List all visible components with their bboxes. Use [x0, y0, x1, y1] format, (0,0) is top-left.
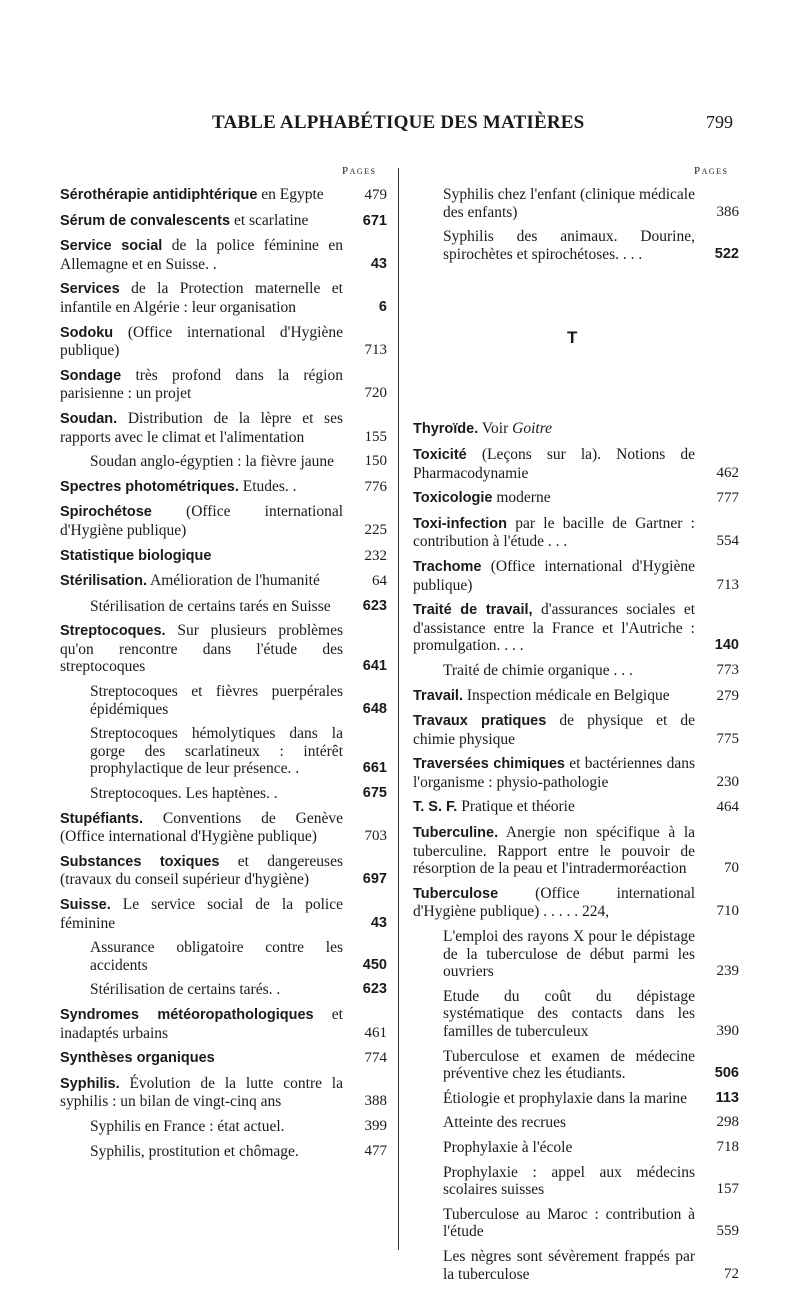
- entry-text: [60, 410, 387, 446]
- entry-text: [60, 981, 387, 999]
- entry-description: Atteinte des recrues: [443, 1114, 567, 1132]
- entry-text: [60, 212, 387, 231]
- index-entry: [413, 515, 739, 551]
- entry-description: Syphilis des animaux. Dourine, spirochètes et spirochétoses. . . .: [443, 228, 695, 263]
- index-entry: [413, 928, 739, 981]
- entry-text: [60, 1075, 387, 1111]
- entry-description: Soudan anglo-égyptien : la fièvre jaune: [90, 453, 335, 471]
- entry-text: [60, 186, 387, 205]
- entry-text: [413, 1090, 739, 1108]
- entry-text: [413, 712, 739, 748]
- entry-description: (Office international d'Hygiène publique): [413, 557, 695, 594]
- entry-page-number: 70: [724, 860, 739, 877]
- index-continuation: [413, 186, 739, 263]
- index-entry: [413, 489, 739, 508]
- entry-text: [413, 687, 739, 706]
- entry-cross-reference: Goitre: [512, 420, 553, 438]
- entry-page-number: 239: [716, 963, 739, 980]
- entry-page-number: 298: [716, 1114, 739, 1131]
- page-number: 799: [706, 112, 733, 132]
- entry-page-number: 6: [378, 298, 387, 315]
- entry-text: [60, 324, 387, 360]
- entry-heading: Syphilis.: [60, 1075, 120, 1092]
- entry-description: Évolution de la lutte contre la syphilis : un bilan de vingt-cinq ans: [60, 1074, 343, 1111]
- entry-heading: T. S. F.: [413, 799, 458, 816]
- index-entry: [60, 896, 387, 932]
- entry-heading: Services: [60, 281, 120, 298]
- entry-description: Tuberculose et examen de médecine préventive chez les étudiants.: [443, 1047, 695, 1083]
- entry-heading: Service social: [60, 238, 163, 255]
- page-title: TABLE ALPHABÉTIQUE DES MATIÈRES: [212, 112, 585, 133]
- entry-page-number: 43: [370, 914, 387, 931]
- entry-text: [60, 810, 387, 846]
- entry-page-number: 72: [724, 1265, 739, 1282]
- entry-text: [413, 489, 739, 508]
- entry-page-number: 155: [364, 428, 387, 445]
- entry-page-number: 710: [716, 903, 739, 920]
- entry-heading: Sérum de convalescents: [60, 212, 231, 229]
- entry-page-number: 775: [716, 730, 739, 747]
- entry-heading: Thyroïde.: [413, 421, 479, 438]
- entry-heading: Sondage: [60, 367, 122, 384]
- entry-text: [413, 824, 739, 878]
- entry-text: [60, 725, 387, 778]
- index-entry: [60, 1049, 387, 1068]
- entry-description: Etudes. .: [238, 477, 297, 495]
- entry-description: Stérilisation de certains tarés. .: [90, 981, 281, 999]
- entry-page-number: 713: [716, 576, 739, 593]
- index-column-right: [413, 186, 739, 1290]
- index-entry: [413, 662, 739, 680]
- entry-description: et bactériennes dans l'organisme : physio-pathologie: [413, 755, 695, 791]
- entry-description: (Office international d'Hygiène publique): [60, 503, 343, 539]
- index-entry: [60, 186, 387, 205]
- index-entry: [413, 228, 739, 263]
- entry-heading: Tuberculine.: [413, 825, 499, 842]
- entry-description: Conventions de Genève (Office international d'Hygiène publique): [60, 809, 343, 846]
- entry-text: [413, 446, 739, 482]
- section-letter: T: [567, 328, 578, 348]
- entry-page-number: 703: [364, 828, 387, 845]
- entry-description: par le bacille de Gartner : contribution à l'étude . . .: [413, 514, 695, 551]
- entry-heading: Tuberculose: [413, 885, 499, 902]
- index-entry: [60, 598, 387, 616]
- entry-text: [413, 558, 739, 594]
- column-divider: [398, 168, 399, 1250]
- entry-page-number: 388: [364, 1093, 387, 1110]
- entry-page-number: 506: [714, 1065, 739, 1082]
- entry-page-number: 773: [716, 661, 739, 678]
- entry-heading: Substances toxiques: [60, 853, 220, 870]
- entry-text: [413, 988, 739, 1041]
- entry-page-number: 462: [716, 464, 739, 481]
- entry-page-number: 554: [716, 533, 739, 550]
- entry-heading: Traité de travail,: [413, 602, 533, 619]
- entry-page-number: 777: [716, 490, 739, 507]
- index-entry: [60, 853, 387, 889]
- entry-text: [60, 939, 387, 974]
- entry-text: [413, 662, 739, 680]
- entry-text: [60, 1143, 387, 1161]
- entry-text: [60, 896, 387, 932]
- entry-heading: Traversées chimiques: [413, 756, 565, 773]
- entry-text: [413, 755, 739, 791]
- index-entry: [413, 1206, 739, 1241]
- entry-page-number: 225: [364, 521, 387, 538]
- index-entry: [413, 798, 739, 817]
- index-column-left: [60, 186, 387, 1167]
- entry-description: (Office international d'Hygiène publique) . . . . . 224,: [413, 884, 695, 921]
- index-entry: [60, 785, 387, 803]
- entry-text: [60, 683, 387, 718]
- entry-page-number: 661: [362, 760, 387, 777]
- entry-page-number: 461: [364, 1024, 387, 1041]
- entry-heading: Stupéfiants.: [60, 810, 143, 827]
- entry-heading: Spirochétose: [60, 504, 152, 521]
- entry-page-number: 140: [714, 637, 739, 654]
- entry-description: L'emploi des rayons X pour le dépistage de la tuberculose de début parmi les ouvriers: [443, 928, 695, 981]
- entry-description: et dangereuses (travaux du conseil supérieur d'hygiène): [60, 852, 343, 889]
- entry-description: Anergie non spécifique à la tuberculine. Rapport entre le pouvoir de résorption de la peau et l'intradermoréaction: [413, 824, 695, 878]
- index-entry: [413, 755, 739, 791]
- entry-page-number: 64: [372, 573, 387, 590]
- pages-column-label-right: Pages: [694, 165, 729, 177]
- entry-page-number: 113: [715, 1089, 739, 1106]
- index-entry: [413, 687, 739, 706]
- index-entry: [60, 547, 387, 566]
- entry-page-number: 720: [364, 385, 387, 402]
- entry-description: Sur plusieurs problèmes qu'on rencontre dans l'étude des streptocoques: [60, 622, 343, 676]
- entry-description: de la Protection maternelle et infantile en Algérie : leur organisation: [60, 280, 343, 316]
- index-entry: [60, 1118, 387, 1136]
- index-entry: [60, 237, 387, 273]
- entry-page-number: 776: [364, 478, 387, 495]
- entry-text: [413, 1248, 739, 1283]
- index-entry: [60, 1006, 387, 1042]
- index-entry: [413, 1164, 739, 1199]
- entry-description: et inadaptés urbains: [60, 1005, 343, 1042]
- entry-description: Etude du coût du dépistage systématique des contacts dans les familles de tuberculeux: [443, 987, 695, 1040]
- entry-page-number: 623: [362, 597, 387, 614]
- entry-text: [413, 1048, 739, 1083]
- index-entry: [413, 824, 739, 878]
- entry-description: de la police féminine en Allemagne et en Suisse. .: [60, 237, 343, 273]
- entry-page-number: 399: [364, 1117, 387, 1134]
- entry-description: Distribution de la lèpre et ses rapports avec le climat et l'alimentation: [60, 409, 343, 446]
- index-entry: [60, 367, 387, 403]
- index-entry: [60, 810, 387, 846]
- entry-text: [413, 798, 739, 817]
- entry-text: [60, 503, 387, 539]
- entry-page-number: 386: [716, 203, 739, 220]
- entry-description: Prophylaxie : appel aux médecins scolaires suisses: [443, 1163, 695, 1199]
- entry-text: [60, 280, 387, 316]
- entry-page-number: 559: [716, 1223, 739, 1240]
- entry-page-number: 648: [362, 700, 387, 717]
- entry-description: (Office international d'Hygiène publique): [60, 323, 343, 360]
- entry-text: [60, 453, 387, 471]
- entry-description: Les nègres sont sévèrement frappés par la tuberculose: [443, 1247, 695, 1283]
- index-entry: [413, 988, 739, 1041]
- entry-heading: Statistique biologique: [60, 547, 212, 564]
- entry-description: Streptocoques et fièvres puerpérales épidémiques: [90, 683, 343, 718]
- section-letter-heading: [413, 270, 739, 420]
- entry-description: Voir: [478, 420, 513, 438]
- index-entry: [413, 558, 739, 594]
- entry-heading: Syndromes météoropathologiques: [60, 1006, 314, 1023]
- entry-page-number: 675: [362, 785, 387, 802]
- entry-description: et scarlatine: [230, 211, 309, 229]
- entry-page-number: 671: [362, 212, 387, 229]
- index-entry: [413, 1048, 739, 1083]
- entry-page-number: 279: [716, 687, 739, 704]
- entry-description: Syphilis en France : état actuel.: [90, 1117, 285, 1135]
- entry-page-number: 43: [370, 255, 387, 272]
- entry-description: Streptocoques. Les haptènes. .: [90, 785, 278, 803]
- entry-heading: Streptocoques.: [60, 623, 166, 640]
- entry-text: [413, 1206, 739, 1241]
- entry-description: Assurance obligatoire contre les accidents: [90, 939, 343, 974]
- entry-description: Traité de chimie organique . . .: [443, 661, 633, 679]
- entry-text: [60, 785, 387, 803]
- entry-description: de physique et de chimie physique: [413, 712, 696, 748]
- index-entry: [60, 939, 387, 974]
- entry-heading: Toxi-infection: [413, 515, 507, 532]
- entry-text: [60, 237, 387, 273]
- entry-page-number: 479: [364, 187, 387, 203]
- index-section-t: [413, 420, 739, 1283]
- entry-page-number: 150: [364, 453, 387, 470]
- entry-text: [60, 547, 387, 566]
- entry-text: [60, 1006, 387, 1042]
- entry-text: [413, 885, 739, 921]
- entry-heading: Sodoku: [60, 324, 114, 341]
- entry-text: [413, 228, 739, 263]
- entry-page-number: 464: [716, 799, 739, 816]
- entry-heading: Spectres photométriques.: [60, 478, 239, 495]
- index-entry: [60, 503, 387, 539]
- entry-description: Streptocoques hémolytiques dans la gorge des scarlatineux : intérêt prophylactique de leur présence. .: [90, 725, 343, 778]
- entry-description: en Egypte: [257, 186, 324, 203]
- entry-description: moderne: [492, 489, 551, 507]
- index-entry: [60, 410, 387, 446]
- entry-text: [413, 1139, 739, 1157]
- index-entry: [60, 725, 387, 778]
- index-entry: [413, 186, 739, 221]
- entry-text: [60, 1118, 387, 1136]
- entry-page-number: 477: [364, 1142, 387, 1159]
- entry-page-number: 697: [362, 871, 387, 888]
- entry-description: Le service social de la police féminine: [60, 896, 343, 932]
- entry-description: (Leçons sur la). Notions de Pharmacodynamie: [413, 445, 695, 482]
- entry-description: Stérilisation de certains tarés en Suisse: [90, 597, 331, 615]
- index-entry: [413, 446, 739, 482]
- entry-text: [60, 572, 387, 591]
- entry-heading: Trachome: [413, 558, 482, 575]
- entry-page-number: 232: [364, 547, 387, 564]
- entry-page-number: 623: [362, 981, 387, 998]
- entry-text: [413, 186, 739, 221]
- index-entry: [60, 212, 387, 231]
- entry-text: [60, 622, 387, 676]
- entry-description: Inspection médicale en Belgique: [462, 686, 670, 704]
- entry-page-number: 522: [714, 245, 739, 262]
- entry-description: Amélioration de l'humanité: [147, 572, 320, 590]
- index-entry: [413, 1114, 739, 1132]
- entry-page-number: 390: [716, 1023, 739, 1039]
- entry-text: [413, 928, 739, 981]
- index-entry: [60, 324, 387, 360]
- entry-heading: Sérothérapie antidiphtérique: [60, 187, 258, 203]
- index-entry: [413, 601, 739, 655]
- entry-description: Pratique et théorie: [457, 798, 575, 816]
- pages-column-label-left: Pages: [342, 165, 377, 177]
- entry-text: [413, 601, 739, 655]
- entry-page-number: 713: [364, 342, 387, 359]
- index-entry: [60, 981, 387, 999]
- entry-description: Prophylaxie à l'école: [443, 1138, 573, 1156]
- entry-page-number: 230: [716, 773, 739, 790]
- index-entry: [60, 683, 387, 718]
- entry-description: Tuberculose au Maroc : contribution à l'étude: [443, 1205, 695, 1241]
- entry-page-number: 718: [716, 1138, 739, 1155]
- entry-text: [60, 478, 387, 497]
- entry-heading: Toxicité: [413, 446, 467, 463]
- index-entry: [60, 478, 387, 497]
- index-entry: [413, 1090, 739, 1108]
- entry-page-number: 450: [362, 956, 387, 973]
- entry-heading: Toxicologie: [413, 490, 493, 507]
- index-entry: [413, 885, 739, 921]
- index-entry: [60, 1075, 387, 1111]
- entry-description: Étiologie et prophylaxie dans la marine: [443, 1089, 688, 1107]
- index-entry: [60, 280, 387, 316]
- page-header: [0, 112, 800, 142]
- entry-text: [60, 367, 387, 403]
- entry-text: [60, 853, 387, 889]
- entry-description: très profond dans la région parisienne : un projet: [60, 366, 343, 403]
- entry-text: [413, 515, 739, 551]
- entry-page-number: 774: [364, 1050, 387, 1067]
- entry-page-number: 641: [362, 658, 387, 675]
- entry-text: [413, 420, 739, 439]
- entry-text: [60, 1049, 387, 1068]
- entry-page-number: 157: [716, 1181, 739, 1198]
- entry-heading: Stérilisation.: [60, 573, 148, 590]
- index-entry: [60, 1143, 387, 1161]
- index-entry: [60, 453, 387, 471]
- index-entry: [413, 420, 739, 439]
- index-entry: [413, 712, 739, 748]
- entry-description: d'assurances sociales et d'assistance entre la France et l'Autriche : promulgation. . . .: [413, 601, 695, 655]
- entry-heading: Travail.: [413, 687, 463, 704]
- entry-description: Syphilis, prostitution et chômage.: [90, 1142, 299, 1160]
- entry-heading: Travaux pratiques: [413, 713, 547, 730]
- entry-heading: Suisse.: [60, 897, 111, 913]
- entry-heading: Soudan.: [60, 410, 118, 427]
- index-entry: [413, 1139, 739, 1157]
- index-entry: [60, 572, 387, 591]
- index-entry: [413, 1248, 739, 1283]
- entry-text: [413, 1164, 739, 1199]
- entry-description: Syphilis chez l'enfant (clinique médicale des enfants): [443, 186, 695, 221]
- index-entry: [60, 622, 387, 676]
- entry-text: [413, 1114, 739, 1132]
- entry-heading: Synthèses organiques: [60, 1050, 215, 1067]
- entry-text: [60, 598, 387, 616]
